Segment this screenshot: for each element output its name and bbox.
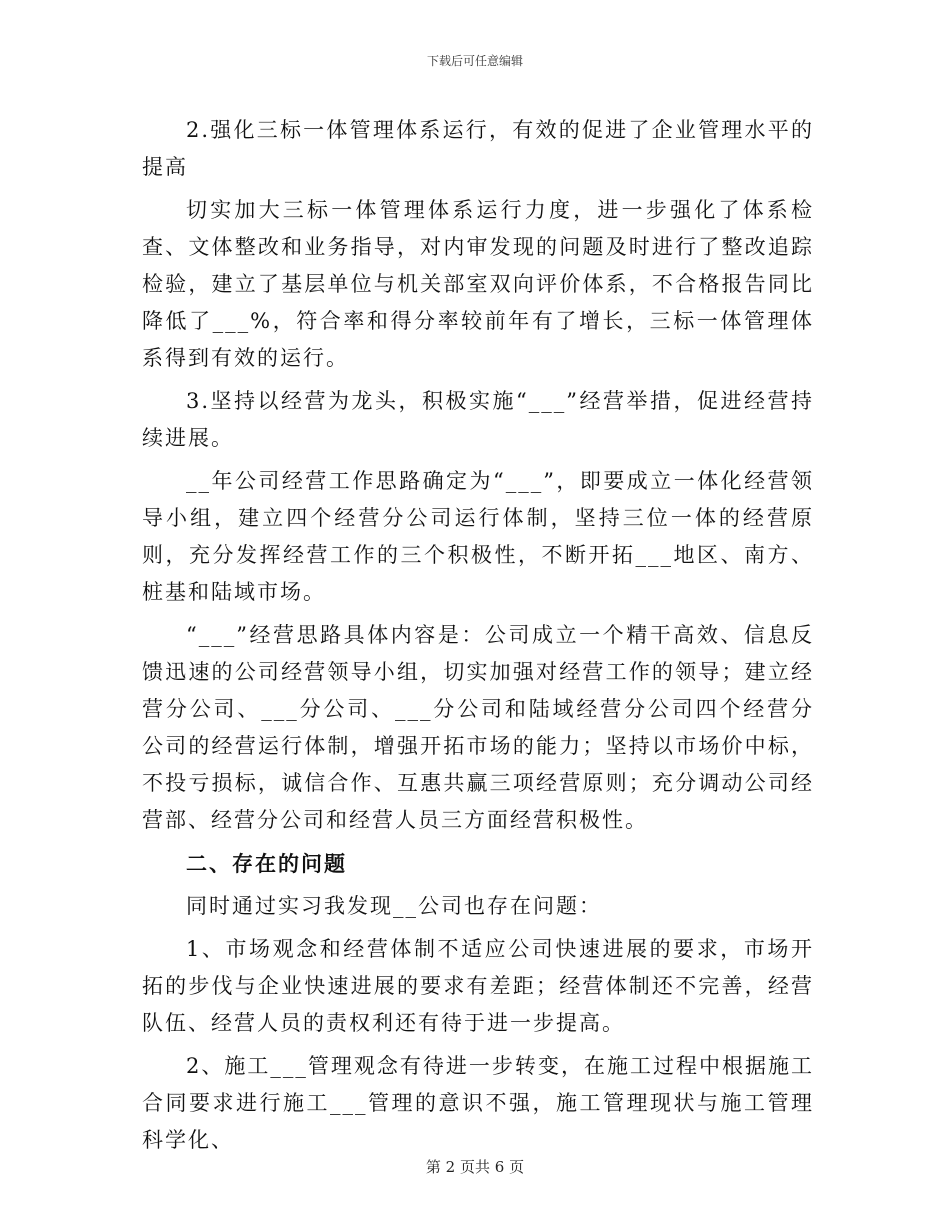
section-heading: 二、存在的问题: [186, 851, 347, 876]
paragraph: 2.强化三标一体管理体系运行，有效的促进了企业管理水平的提高: [142, 118, 814, 179]
paragraph: 3.坚持以经营为龙头，积极实施“___”经营举措，促进经营持续进展。: [142, 389, 814, 450]
paragraph: “___”经营思路具体内容是：公司成立一个精干高效、信息反馈迅速的公司经营领导小组，切实加强对经营工作的领导；建立经营分公司、___分公司、___分公司和陆域经营分公司四个经营分公司的经营运行体制，增强开拓市场的能力；坚持以市场价中标，不投亏损标，诚信合作、互惠共赢三项经营原则；充分调动公司经营部、经营分公司和经营人员三方面经营积极性。: [142, 623, 814, 832]
paragraph: 2、施工___管理观念有待进一步转变，在施工过程中根据施工合同要求进行施工___管理的意识不强，施工管理现状与施工管理科学化、: [142, 1054, 814, 1152]
page-footer: 第 2 页共 6 页: [425, 1158, 525, 1176]
document-body: [142, 112, 814, 1165]
paragraph: 1、市场观念和经营体制不适应公司快速进展的要求，市场开拓的步伐与企业快速进展的要求有差距；经营体制还不完善，经营队伍、经营人员的责权利还有待于进一步提高。: [142, 937, 814, 1035]
page-header: 下载后可任意编辑: [426, 54, 523, 68]
paragraph: 切实加大三标一体管理体系运行力度，进一步强化了体系检查、文体整改和业务指导，对内审发现的问题及时进行了整改追踪检验，建立了基层单位与机关部室双向评价体系，不合格报告同比降低了___%，符合率和得分率较前年有了增长，三标一体管理体系得到有效的运行。: [142, 198, 814, 370]
paragraph: __年公司经营工作思路确定为“___”，即要成立一体化经营领导小组，建立四个经营分公司运行体制，坚持三位一体的经营原则，充分发挥经营工作的三个积极性，不断开拓___地区、南方、桩基和陆域市场。: [142, 469, 814, 604]
paragraph: 同时通过实习我发现__公司也存在问题：: [186, 894, 602, 918]
